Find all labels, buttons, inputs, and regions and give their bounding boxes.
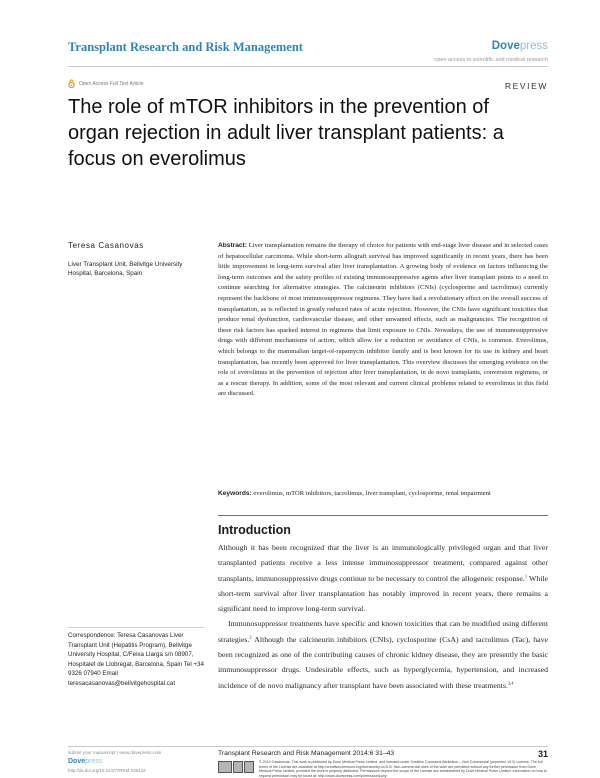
license-text: © 2014 Casanovas. This work is published by Dove Medical Press Limited, and licensed under Creative Commons Attribution – Non Commercial (unported, v3.0) License. The full terms of the License are available at http://creativecommons.org/licenses/by-nc/3.0/. Non-commercial uses of the work are permitted without any further permission from Dove Medical Press Limited, provided the work is properly attributed. Permissions beyond the scope of the License are administered by Dove Medical Press Limited. Information on how to request permission may be found at: http://www.dovepress.com/permissions.php: [259, 760, 548, 778]
page-number: 31: [537, 749, 548, 759]
open-access-badge: [68, 79, 143, 88]
keywords-text: everolimus, mTOR inhibitors, tacrolimus, liver transplant, cyclosporine, renal impairment: [253, 490, 491, 497]
header-divider: [68, 66, 548, 67]
intro-paragraph: [218, 540, 548, 616]
footer-publisher-logo: [68, 758, 102, 765]
doi-link[interactable]: http://dx.doi.org/10.2147/TRRM.S46132: [68, 768, 146, 773]
open-access-lock-icon: [68, 79, 75, 88]
article-title: The role of mTOR inhibitors in the prevention of organ rejection in adult liver transplant patients: a focus on everolimus: [68, 96, 504, 170]
intro-p2-text: Immunosuppressor treatments have specific and known toxicities that can be modified using different strategies.: [218, 619, 548, 644]
cc-badge-part: [244, 761, 254, 773]
open-access-label: Open Access Full Text Article: [79, 80, 144, 87]
footer-logo-bold: Dove: [68, 758, 86, 765]
intro-p1-tail: While short-term survival after liver transplantation has notably improved in recent years, there remains a significant need to improve long-term survival.: [218, 573, 549, 614]
author-affiliation: Liver Transplant Unit, Bellvitge University Hospital, Barcelona, Spain: [68, 261, 183, 277]
citation: 2: [249, 634, 252, 640]
publisher-logo-bold: Dove: [491, 40, 520, 52]
introduction-body: [218, 540, 548, 693]
abstract: [218, 241, 548, 400]
intro-p1-text: Although it has been recognized that the liver is an immunologically privileged organ and that liver transplanted patients receive a less intense immunosuppressor treatment, compared against other transplants, immunosuppressive drugs continue to be necessary to control the allogeneic response.: [218, 543, 548, 583]
abstract-label: Abstract:: [218, 242, 247, 249]
abstract-text: Liver transplantation remains the therapy of choice for patients with end-stage liver disease and in selected cases of hepatocellular carcinoma. While short-term allograft survival has improved significantly in recent years, there has been little improvement in long-term survival after liver transplantation. A growing body of evidence on factors influencing the long-term outcomes and the safety profiles of existing immunosuppressive agents after liver transplant points to a need to continue searching for alternative strategies. The calcineurin inhibitors (CNIs) (cyclosporine and tacrolimus) currently represent the backbone of most immunosuppressor regimens. They have had a revolutionary effect on the overall success of transplantation, as is reflected in greatly reduced rates of acute rejection. However, the CNIs have significant toxicities that produce renal dysfunction, cardiovascular disease, and other unwanted effects, such as malignancies. The recognition of these risk factors has sparked interest in regimens that limit exposure to CNIs. Nowadays, the use of immunosuppressive drugs with different mechanisms of action, which allow for a reduction or avoidance of CNIs, is common. Everolimus, which belongs to the mammalian target-of-rapamycin inhibitor family and is best known for its use in kidney and heart transplantation, has recently been approved for liver transplantation. This overview discusses the emerging evidence on the role of everolimus in the prevention of rejection after liver transplantation, in de novo transplants, conversion regimens, or as a rescue therapy. In addition, some of the most relevant and current clinical problems related to everolimus in this field are discussed.: [218, 242, 549, 398]
creative-commons-icon: [218, 761, 254, 773]
cc-badge-part: [218, 761, 232, 773]
submit-link[interactable]: submit your manuscript | www.dovepress.com: [68, 750, 162, 755]
citation: 3,4: [507, 680, 514, 686]
keywords-label: Keywords:: [218, 490, 252, 497]
journal-name: Transplant Research and Risk Management: [68, 40, 303, 54]
cc-badge-part: [233, 761, 243, 773]
correspondence: Correspondence: Teresa Casanovas Liver Transplant Unit (Hepatitis Program), Bellvitge University Hospital, C/Feixa Llarga s/n 08907, Hospitalet de Llobregat, Barcelona, Spain Tel +34 9326 07940 Email teresacasanovas@bellvitgehospital.cat: [68, 632, 204, 687]
footer-divider: [68, 746, 548, 747]
section-divider: [218, 515, 548, 516]
introduction-heading: Introduction: [218, 523, 291, 537]
author-name: Teresa Casanovas: [68, 241, 144, 250]
intro-p2-tail: Although the calcineurin inhibitors (CNIs), cyclosporine (CsA) and tacrolimus (Tac), have been recognized as one of the contributing causes of chronic kidney disease, they are presently the basic immunosuppressor drugs. Undesirable effects, such as hyperglycemia, hypertension, and increased incidence of de novo malignancy after transplant have been associated with these treatments.: [218, 634, 548, 690]
publisher-tagline: open access to scientific and medical research: [434, 57, 548, 63]
publisher-logo: [492, 40, 548, 52]
article-type: REVIEW: [504, 81, 548, 91]
keywords: [218, 489, 548, 500]
citation: 1: [524, 573, 528, 578]
footer-logo-light: press: [85, 758, 103, 765]
publisher-logo-light: press: [519, 40, 548, 52]
footer-citation: Transplant Research and Risk Management 2014:6 31–43: [218, 750, 395, 757]
correspondence-divider: [68, 627, 204, 628]
intro-paragraph: [218, 616, 548, 692]
